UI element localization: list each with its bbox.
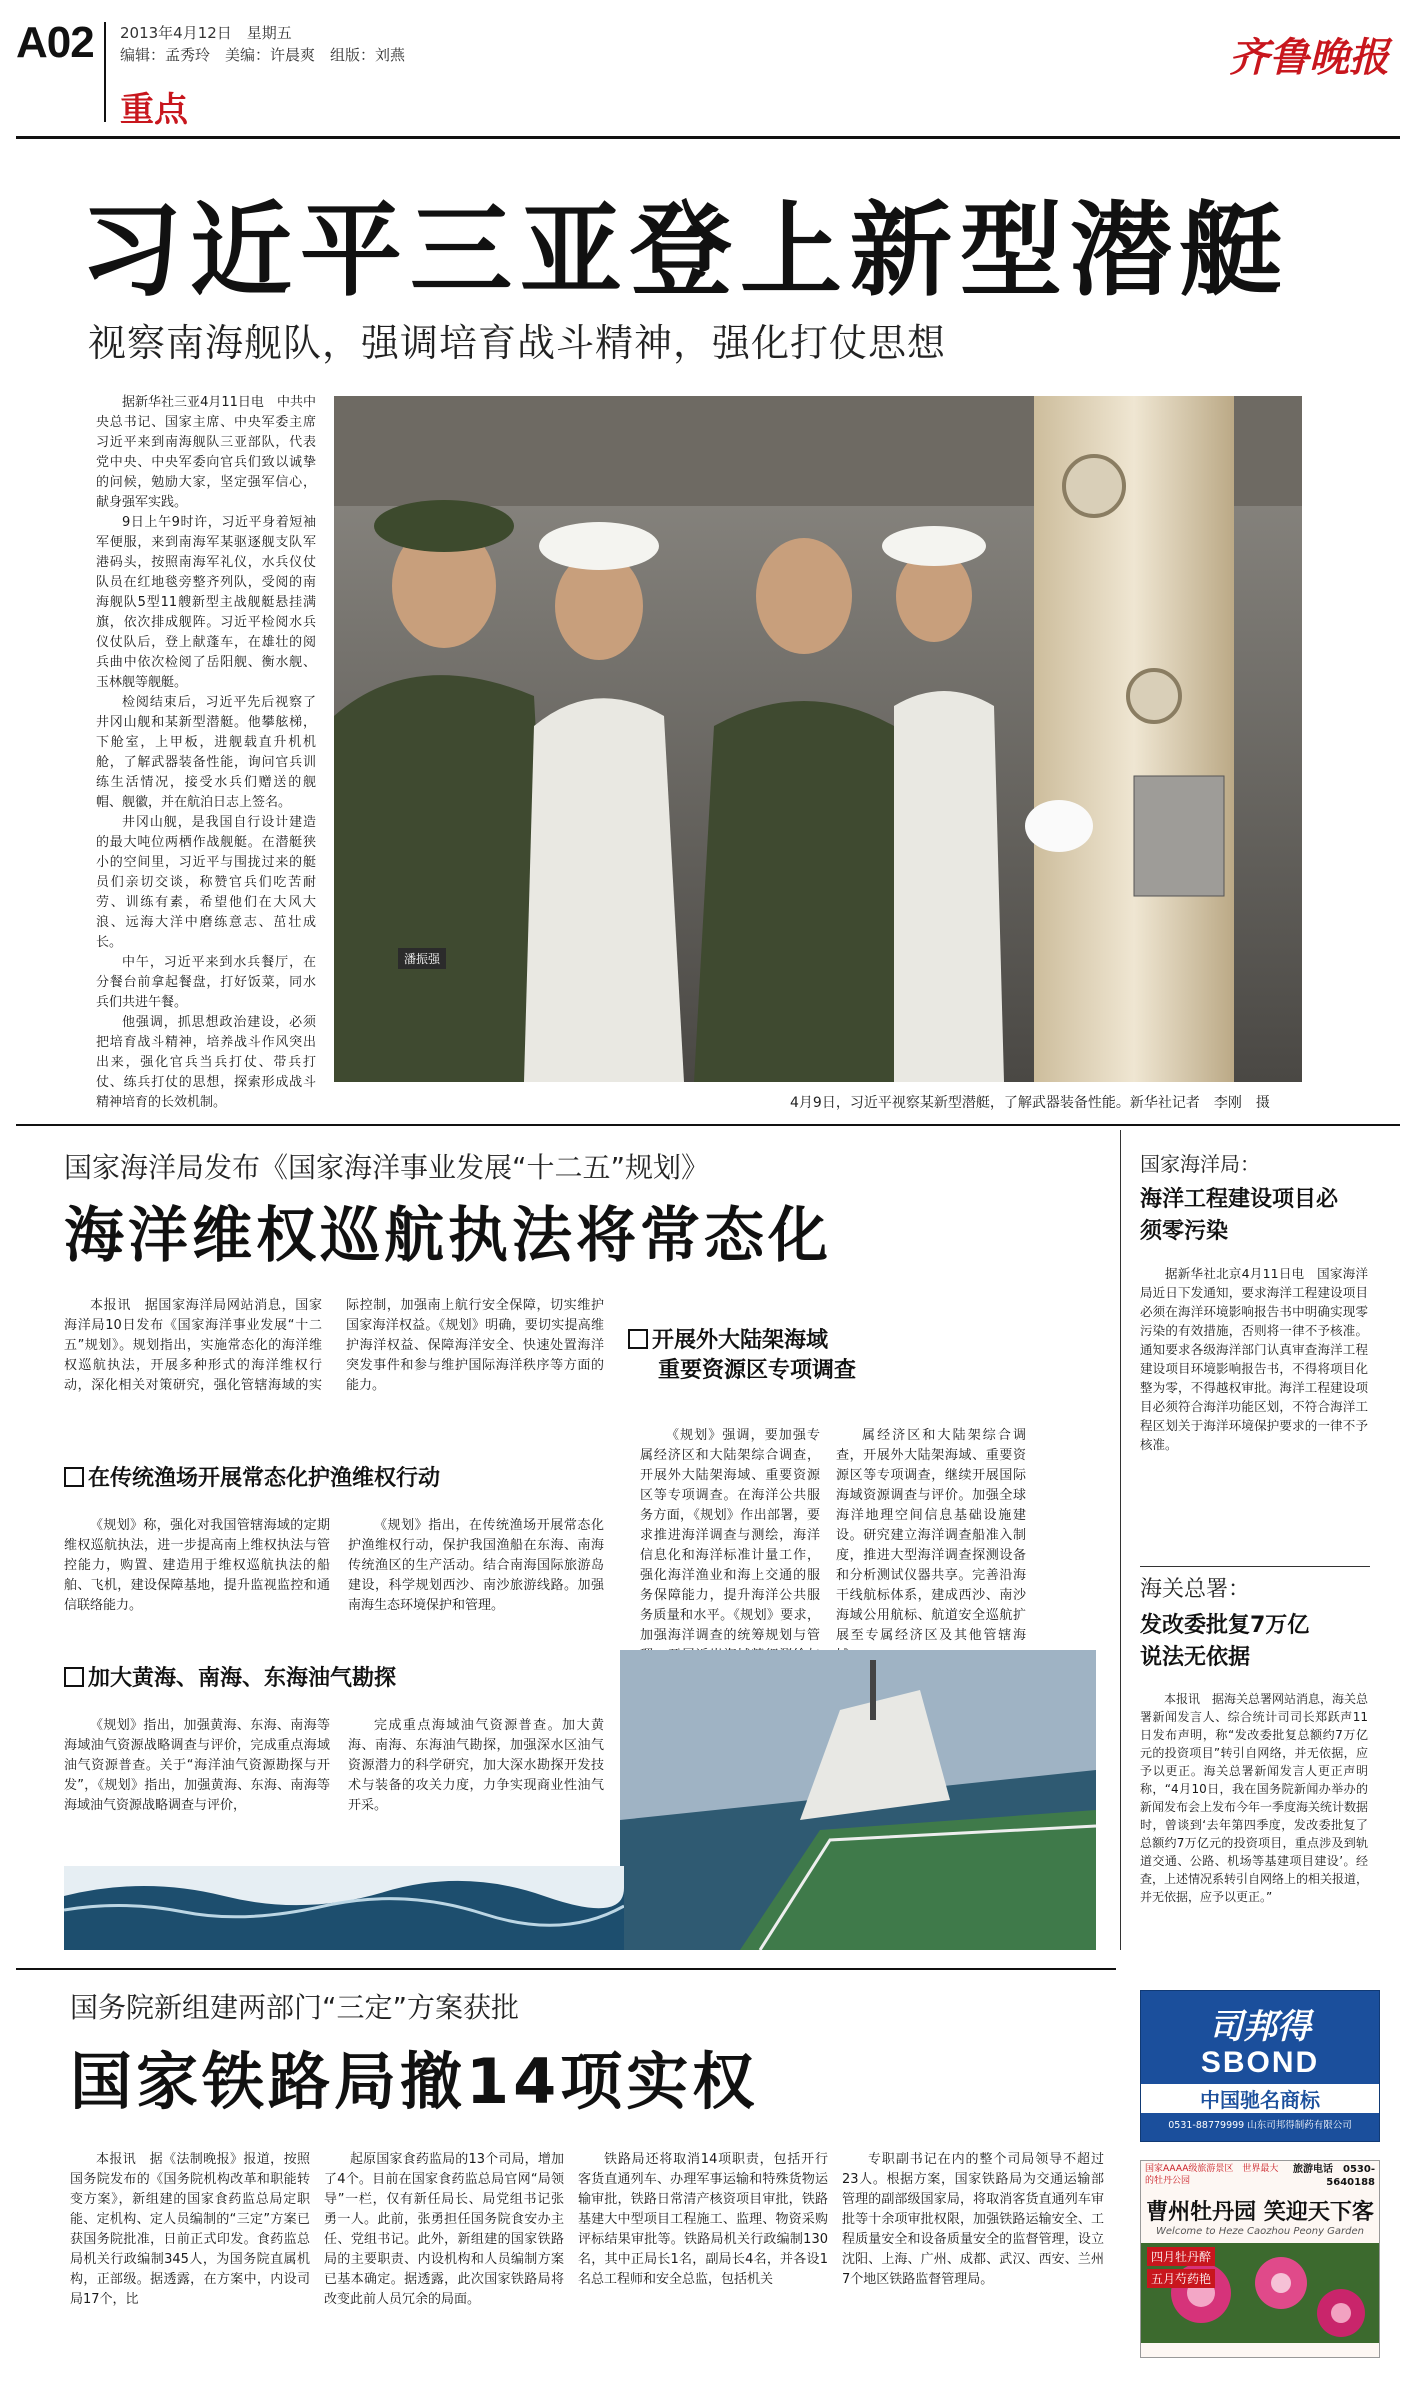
section-rule — [16, 1124, 1400, 1126]
right-item1-body — [1140, 1264, 1368, 1454]
lead-subhead: 视察南海舰队，强调培育战斗精神，强化打仗思想 — [88, 321, 947, 365]
ocean-sub1-col-a — [64, 1516, 330, 1616]
rail-col-1-text: 本报讯 据《法制晚报》报道，按照国务院发布的《国务院机构改革和职能转变方案》，新组建的国家食药监总局定职能、定机构、定人员编制的“三定”方案已获国务院批准，日前正式印发。食药监总局机关行政编制345人，为国务院直属机构，正部级。据透露，在方案中，内设司局17个，比 — [70, 2152, 310, 2307]
ocean-sub1-col-b — [348, 1516, 604, 1616]
right-item2-kicker: 海关总署： — [1140, 1577, 1251, 1602]
right-item1-headline: 海洋工程建设项目必须零污染 — [1140, 1187, 1339, 1244]
issue-date: 2013年4月12日 星期五 — [120, 24, 292, 42]
ocean-sub3-col-b — [836, 1426, 1026, 1666]
peony-ad-tag2: 五月芍药艳 — [1147, 2269, 1215, 2288]
masthead-rule — [16, 136, 1400, 139]
ocean-intro-text: 本报讯 据国家海洋局网站消息，国家海洋局10日发布《国家海洋事业发展“十二五”规划》。规划指出，实施常态化的海洋维权巡航执法，开展多种形式的海洋维权行动，深化相关对策研究，强化管辖海域的实际控制，加强南上航行安全保障，切实维护国家海洋权益。《规划》明确，要切实提高维护海洋权益、保障海洋安全、快速处置海洋突发事件和参与维护国际海洋秩序等方面的能力。 — [64, 1298, 604, 1393]
peony-garden-ad[interactable] — [1140, 2160, 1380, 2358]
ocean-headline: 海洋维权巡航执法将常态化 — [64, 1201, 832, 1271]
newspaper-logo: 齐鲁晚报 — [1229, 34, 1389, 81]
lead-body — [96, 393, 316, 1113]
square-bullet-icon — [628, 1329, 648, 1349]
peony-ad-tag1: 四月牡丹醉 — [1147, 2247, 1215, 2266]
right-item1-text: 据新华社北京4月11日电 国家海洋局近日下发通知，要求海洋工程建设项目必须在海洋环境影响报告书中明确实现零污染的有效措施，否则将一律不予核准。通知要求各级海洋部门认真审查海洋工程建设项目环境影响报告书，不得将项目化整为零，不得越权审批。海洋工程建设项目必须符合海洋功能区划，不符合海洋工程区划关于海洋环境保护要求的一律不予核准。 — [1140, 1266, 1368, 1452]
peony-ad-english: Welcome to Heze Caozhou Peony Garden — [1156, 2226, 1364, 2237]
lead-paragraph: 中午，习近平来到水兵餐厅，在分餐台前拿起餐盘，打好饭菜，同水兵们共进午餐。 — [96, 955, 316, 1010]
rail-col-2-text: 起原国家食药监局的13个司局，增加了4个。目前在国家食药监总局官网“局领导”一栏，仅有新任局长、局党组书记张勇一人。此前，张勇担任国务院食安办主任、党组书记。此外，新组建的国家铁路局的主要职责、内设机构和人员编制方案已基本确定。据透露，此次国家铁路局将改变此前人员冗余的局面。 — [324, 2152, 564, 2307]
ocean-sub1-text-a: 《规划》称，强化对我国管辖海域的定期维权巡航执法，进一步提高南上维权执法与管控能力，购置、建造用于维权巡航执法的船舶、飞机，建设保障基地，提升监视监控和通信联络能力。 — [64, 1518, 330, 1613]
right-column-rule — [1120, 1130, 1121, 1950]
ocean-intro — [64, 1296, 604, 1396]
peony-ad-phone: 旅游电话 0530-5640188 — [1293, 2164, 1375, 2188]
lead-paragraph: 井冈山舰，是我国自行设计建造的最大吨位两栖作战舰艇。在潜艇狭小的空间里，习近平与围拢过来的艇员们亲切交谈，称赞官兵们吃苦耐劳、训练有素，希望他们在大风大浪、远海大洋中磨练意志、茁壮成长。 — [96, 815, 316, 950]
patrol-ship-photo — [620, 1650, 1096, 1950]
ocean-sub3-text-b: 属经济区和大陆架综合调查，开展外大陆架海域、重要资源区等专项调查，继续开展国际海域资源调查与评价。加强全球海洋地理空间信息基础设施建设。研究建立海洋调查船准入制度，推进大型海洋调查探测设备和分析测试仪器共享。完善沿海干线航标体系，建成西沙、南沙海域公用航标、航道安全巡航扩展至专属经济区及其他管辖海 — [836, 1428, 1026, 1643]
ocean-wave-photo — [64, 1866, 624, 1950]
rail-col-4 — [842, 2150, 1104, 2290]
ocean-subhead-1 — [64, 1464, 440, 1494]
ocean-kicker: 国家海洋局发布《国家海洋事业发展“十二五”规划》 — [64, 1151, 710, 1184]
ocean-subhead-1-text: 在传统渔场开展常态化护渔维权行动 — [88, 1466, 441, 1491]
peony-ad-title: 曹州牡丹园 笑迎天下客 — [1146, 2199, 1374, 2225]
rail-col-1 — [70, 2150, 310, 2310]
submarine-interior-illustration — [334, 396, 1302, 1082]
sbond-contact: 0531-88779999 山东司邦得制药有限公司 — [1168, 2120, 1352, 2131]
ocean-sub2-col-a — [64, 1716, 330, 1816]
square-bullet-icon — [64, 1667, 84, 1687]
lead-headline: 习近平三亚登上新型潜艇 — [80, 192, 1290, 311]
peony-ad-tagline: 国家AAAA级旅游景区 世界最大的牡丹公园 — [1145, 2164, 1279, 2186]
ocean-subhead-3-line2: 重要资源区专项调查 — [658, 1358, 857, 1383]
lead-photo-caption: 4月9日，习近平视察某新型潜艇，了解武器装备性能。新华社记者 李刚 摄 — [790, 1095, 1270, 1111]
right-item2-text: 本报讯 据海关总署网站消息，海关总署新闻发言人、综合统计司司长郑跃声11日发布声明，称“发改委批复总额约7万亿元的投资项目”转引自网络，并无依据，应予以更正。海关总署新闻发言人更正声明称，“4月10日，我在国务院新闻办举办的新闻发布会上发布今年一季度海关统计数据时，曾谈到‘去年第四季度，发改委批复了总额约7万亿元的投资项目，重点涉及到轨道交通、公路、机场等基建项目建设’。经查，上述情况系转引自网络上的相关报道，并无依据，应予以更正。” — [1140, 1692, 1369, 1904]
right-item2-headline: 发改委批复7万亿说法无依据 — [1140, 1613, 1310, 1670]
sbond-tagline: 中国驰名商标 — [1141, 2084, 1379, 2113]
ocean-sub3-text-a: 《规划》强调，要加强专属经济区和大陆架综合调查，开展外大陆架海域、重要资源区等专项调查。在海洋公共服务方面，《规划》作出部署，要求推进海洋调查与测绘，海洋信息化和海洋标准计量工作，强化海洋渔业和海上交通的服务保障能力，提升海洋公共服务质量和水平。《规划》要求，加强海洋调查的统筹规划与管 — [640, 1428, 820, 1643]
rail-col-3 — [578, 2150, 828, 2290]
masthead-divider — [104, 22, 106, 122]
sbond-ad[interactable] — [1140, 1990, 1380, 2142]
section-rule — [16, 1968, 1116, 1970]
ocean-sub2-col-b — [348, 1716, 604, 1816]
square-bullet-icon — [64, 1467, 84, 1487]
lead-paragraph: 他强调，抓思想政治建设，必须把培育战斗精神，培养战斗作风突出出来，强化官兵当兵打仗、带兵打仗、练兵打仗的思想，探索形成战斗精神培育的长效机制。 — [96, 1015, 316, 1110]
photo-badge: 潘振强 — [398, 948, 446, 969]
rail-col-4-text: 专职副书记在内的整个司局领导不超过23人。根据方案，国家铁路局为交通运输部管理的副部级国家局，将取消客货直通列车审批等十余项审批权限，加强铁路运输安全、工程质量安全和设备质量安全的监督管理，设立沈阳、上海、广州、成都、武汉、西安、兰州7个地区铁路监督管理局。 — [842, 2152, 1104, 2287]
lead-photo — [334, 396, 1302, 1082]
rail-col-3-text: 铁路局还将取消14项职责，包括开行客货直通列车、办理军事运输和特殊货物运输审批，铁路日常清产核资项目审批，铁路基建大中型项目工程施工、监理、物资采购评标结果审批等。铁路局机关行政编制130名，其中正局长1名，副局长4名，并各设1名总工程师和安全总监，包括机关 — [578, 2152, 828, 2287]
ocean-subhead-3-line1: 开展外大陆架海域 — [628, 1326, 856, 1356]
rail-headline: 国家铁路局撤14项实权 — [70, 2045, 759, 2118]
page-number: A02 — [16, 18, 94, 67]
rail-kicker: 国务院新组建两部门“三定”方案获批 — [70, 1991, 520, 2024]
ocean-subhead-3 — [628, 1326, 856, 1386]
lead-paragraph: 检阅结束后，习近平先后视察了井冈山舰和某新型潜艇。他攀舷梯，下舱室，上甲板，进舰载直升机机舱，了解武器装备性能，询问官兵训练生活情况，接受水兵们赠送的舰帽、舰徽，并在航泊日志上签名。 — [96, 695, 316, 810]
right-item1-kicker: 国家海洋局： — [1140, 1152, 1260, 1176]
ocean-subhead-2-text: 加大黄海、南海、东海油气勘探 — [88, 1666, 397, 1691]
rail-col-2 — [324, 2150, 564, 2310]
ocean-sub1-text-b: 《规划》指出，在传统渔场开展常态化护渔维权行动，保护我国渔船在东海、南海传统渔区的生产活动。结合南海国际旅游岛建设，科学规划西沙、南沙旅游线路。加强南海生态环境保护和管理。 — [348, 1518, 604, 1613]
sbond-brand-cn: 司邦得 — [1209, 2007, 1311, 2047]
ocean-sub2-text-b: 完成重点海域油气资源普查。加大黄海、南海、东海油气勘探，加强深水区油气资源潜力的科学研究，加大深水勘探开发技术与装备的攻关力度，力争实现商业性油气开采。 — [348, 1718, 604, 1813]
editors-credit: 编辑：孟秀玲 美编：许晨爽 组版：刘燕 — [120, 46, 406, 64]
wave-illustration — [64, 1866, 624, 1950]
right-item-rule — [1140, 1566, 1370, 1567]
section-label: 重点 — [120, 90, 188, 130]
ocean-sub2-text-a: 《规划》指出，加强黄海、东海、南海等海域油气资源战略调查与评价，完成重点海域油气资源普查。关于“海洋油气资源勘探与开发”，《规划》指出，加强黄海、东海、南海等海域油气资源战略调查与评价， — [64, 1718, 330, 1813]
right-item2-body — [1140, 1690, 1368, 1906]
sbond-brand-en: SBOND — [1200, 2046, 1320, 2079]
ocean-subhead-2 — [64, 1664, 396, 1694]
patrol-ship-illustration — [620, 1650, 1096, 1950]
lead-paragraph: 据新华社三亚4月11日电 中共中央总书记、国家主席、中央军委主席习近平来到南海舰队三亚部队，代表党中央、中央军委向官兵们致以诚挚的问候，勉励大家，坚定强军信心，献身强军实践。 — [96, 395, 316, 510]
lead-paragraph: 9日上午9时许，习近平身着短袖军便服，来到南海军某驱逐舰支队军港码头，按照南海军礼仪，水兵仪仗队员在红地毯旁整齐列队，受阅的南海舰队5型11艘新型主战舰艇悬挂满旗，依次排成舰阵。习近平检阅水兵仪仗队后，登上献蓬车，在雄壮的阅兵曲中依次检阅了岳阳舰、衡水舰、玉林舰等舰艇。 — [96, 515, 316, 690]
